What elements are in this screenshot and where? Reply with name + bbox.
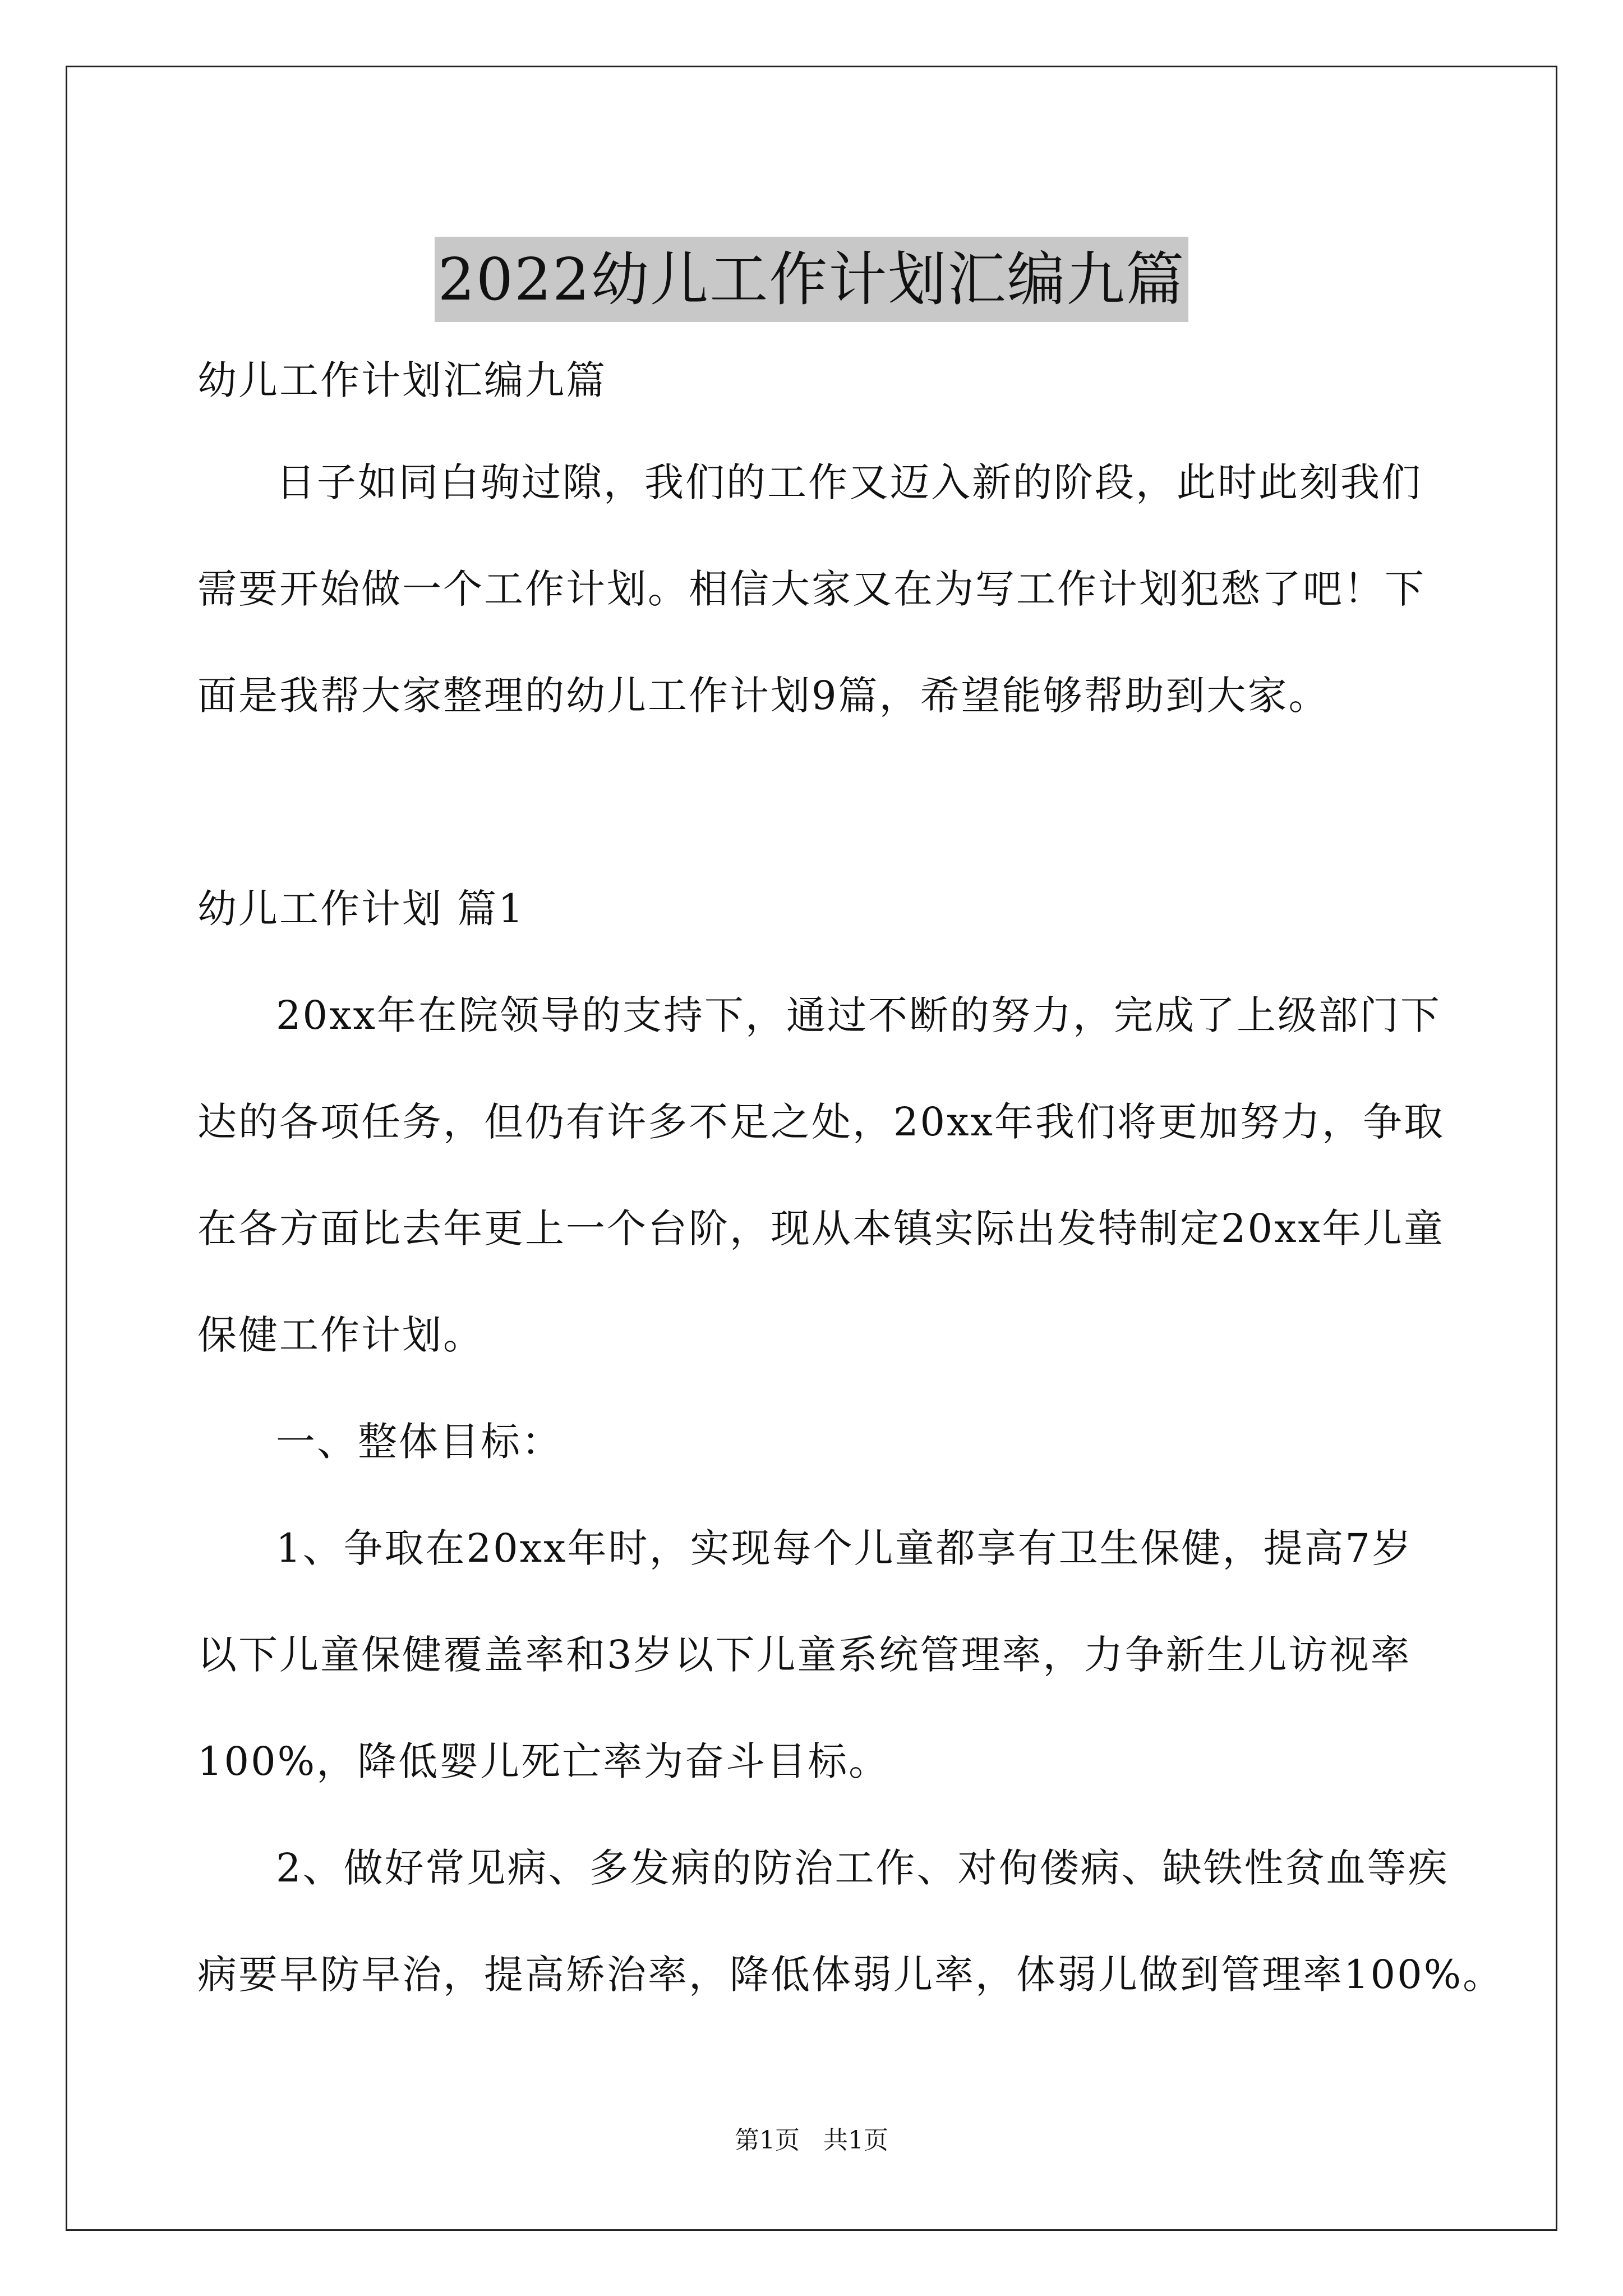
paragraph-1-line-4: 保健工作计划。	[197, 1312, 484, 1358]
intro-line-3: 面是我帮大家整理的幼儿工作计划9篇，希望能够帮助到大家。	[197, 673, 1330, 719]
paragraph-1-line-3: 在各方面比去年更上一个台阶，现从本镇实际出发特制定20xx年儿童	[197, 1205, 1445, 1251]
section-heading-1: 幼儿工作计划 篇1	[197, 886, 525, 932]
intro-line-2: 需要开始做一个工作计划。相信大家又在为写工作计划犯愁了吧！下	[197, 566, 1426, 612]
goal-1-line-2: 以下儿童保健覆盖率和3岁以下儿童系统管理率，力争新生儿访视率	[197, 1632, 1412, 1678]
paragraph-1-line-2: 达的各项任务，但仍有许多不足之处，20xx年我们将更加努力，争取	[197, 1099, 1445, 1145]
goal-1-line-3: 100%，降低婴儿死亡率为奋斗目标。	[197, 1738, 890, 1784]
subtitle-line: 幼儿工作计划汇编九篇	[197, 357, 607, 403]
intro-line-1: 日子如同白驹过隙，我们的工作又迈入新的阶段，此时此刻我们	[276, 459, 1422, 505]
goal-1-line-1: 1、争取在20xx年时，实现每个儿童都享有卫生保健，提高7岁	[276, 1525, 1413, 1571]
paragraph-1-line-1: 20xx年在院领导的支持下，通过不断的努力，完成了上级部门下	[276, 992, 1442, 1038]
title-container	[0, 197, 1623, 361]
document-title: 2022幼儿工作计划汇编九篇	[435, 237, 1189, 322]
goals-heading: 一、整体目标：	[276, 1419, 562, 1465]
goal-2-line-2: 病要早防早治，提高矫治率，降低体弱儿率，体弱儿做到管理率100%。	[197, 1952, 1504, 1998]
page-footer: 第1页 共1页	[735, 2126, 888, 2155]
goal-2-line-1: 2、做好常见病、多发病的防治工作、对佝偻病、缺铁性贫血等疾	[276, 1845, 1449, 1891]
